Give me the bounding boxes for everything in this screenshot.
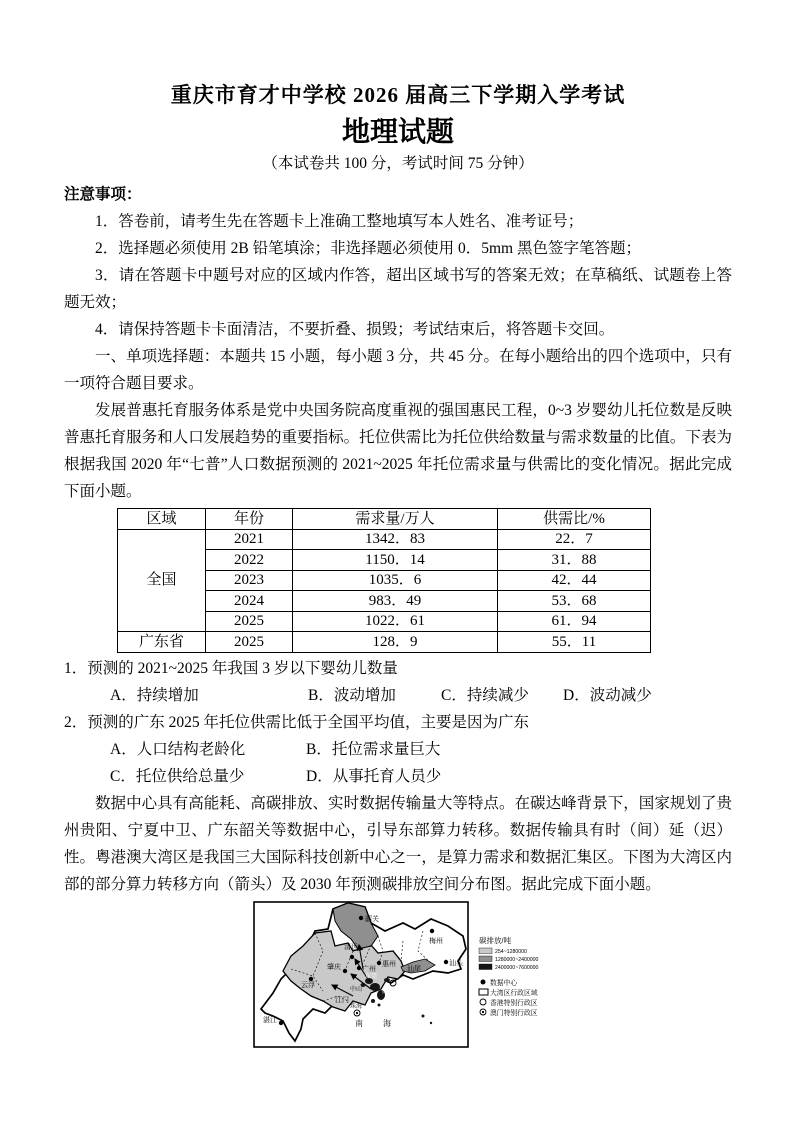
- legend-hongkong-icon: [480, 999, 486, 1005]
- th-demand: 需求量/万人: [293, 509, 498, 530]
- notice-item-4: 4．请保持答题卡卡面清洁，不要折叠、损毁；考试结束后，将答题卡交回。: [95, 321, 615, 338]
- question-1-text: 预测的 2021~2025 年我国 3 岁以下婴幼儿数量: [87, 659, 398, 677]
- question-1-stem: [64, 655, 732, 682]
- question-2-options-row2: [64, 763, 732, 790]
- page-title: 重庆市育才中学校 2026 届高三下学期入学考试: [170, 83, 626, 107]
- legend-swatch-high: [479, 964, 492, 970]
- bay-area-map: [253, 901, 588, 1053]
- city-label: 汕头: [449, 959, 463, 967]
- passage-2: 数据中心具有高能耗、高碳排放、实时数据传输量大等特点。在碳达峰背景下，国家规划了贵州贵阳、宁夏中卫、广东韶关等数据中心，引导东部算力转移。数据传输具有时（间）延（迟）性。粤港澳大湾区是我国三大国际科技创新中心之一，是算力需求和数据汇集区。下图为大湾区内部的部分算力转移方向（箭头）及 2030 年预测碳排放空间分布图。据此完成下面小题。: [64, 794, 732, 893]
- city-label: 清远: [344, 943, 358, 951]
- legend-datacenter-label: 数据中心: [490, 979, 518, 987]
- legend-hongkong-label: 香港特别行政区: [490, 999, 538, 1007]
- legend-title: 碳排放/吨: [479, 935, 512, 945]
- cell-year: 2023: [206, 570, 293, 591]
- question-2-options-row1: [64, 736, 732, 763]
- q2-option-a[interactable]: A．人口结构老龄化: [110, 740, 246, 758]
- legend-range-high: 2400000~7600000: [495, 964, 539, 971]
- cell-year: 2024: [206, 591, 293, 612]
- q1-option-a[interactable]: A．持续增加: [110, 686, 199, 704]
- th-ratio: 供需比/%: [498, 509, 651, 530]
- cell-demand: 1342．83: [293, 529, 498, 550]
- map-legend: [479, 935, 539, 1017]
- bay-area-map-figure: [253, 901, 732, 1058]
- question-2-text: 预测的广东 2025 年托位供需比低于全国平均值，主要是因为广东: [87, 713, 530, 731]
- question-2-stem: [64, 709, 732, 736]
- legend-range-mid: 1280000~2400000: [495, 956, 539, 963]
- cell-demand: 1150．14: [293, 550, 498, 571]
- city-label: 湛江: [263, 1016, 277, 1024]
- q1-option-d[interactable]: D．波动减少: [563, 686, 652, 704]
- exam-meta: （本试卷共 100 分，考试时间 75 分钟）: [262, 155, 534, 172]
- cell-demand: 983．49: [293, 591, 498, 612]
- legend-gba-boundary-icon: [479, 989, 488, 995]
- q2-option-d[interactable]: D．从事托育人员少: [306, 767, 442, 785]
- city-label: 云浮: [301, 981, 315, 989]
- cell-year: 2022: [206, 550, 293, 571]
- question-2-number: 2．: [64, 713, 88, 731]
- city-label: 惠州: [382, 960, 396, 968]
- city-label: 深圳: [382, 988, 395, 995]
- cell-ratio: 53．68: [498, 591, 651, 612]
- cell-year: 2025: [206, 632, 293, 653]
- cell-year: 2025: [206, 611, 293, 632]
- q1-option-c[interactable]: C．持续减少: [441, 686, 529, 704]
- legend-macau-label: 澳门特别行政区: [490, 1009, 538, 1017]
- city-label: 广州: [362, 965, 376, 973]
- section-intro: 一、单项选择题：本题共 15 小题，每小题 3 分，共 45 分。在每小题给出的四个选项中，只有一项符合题目要求。: [64, 348, 732, 392]
- legend-macau-icon: [480, 1009, 486, 1015]
- q2-option-c[interactable]: C．托位供给总量少: [110, 767, 245, 785]
- notice-heading: 注意事项：: [64, 186, 142, 203]
- city-label: 东莞: [365, 973, 378, 980]
- exam-subject-title: 地理试题: [341, 116, 454, 147]
- city-label: 韶关: [365, 915, 379, 923]
- legend-swatch-low: [479, 948, 492, 954]
- table-row: [118, 632, 651, 653]
- question-1-number: 1．: [64, 659, 88, 677]
- cell-ratio: 31．88: [498, 550, 651, 571]
- region-national-cell: 全国: [118, 529, 206, 632]
- cell-demand: 1022．61: [293, 611, 498, 632]
- table-row: [118, 529, 651, 550]
- legend-range-low: 254~1280000: [495, 948, 527, 955]
- cell-ratio: 61．94: [498, 611, 651, 632]
- passage-1: 发展普惠托育服务体系是党中央国务院高度重视的强国惠民工程，0~3 岁婴幼儿托位数是反映普惠托育服务和人口发展趋势的重要指标。托位供需比为托位供给数量与需求数量的比值。下表为根据我国 2020 年“七普”人口数据预测的 2021~2025 年托位需求量与供需比的变化情况。据此完成下面小题。: [64, 402, 732, 500]
- city-label: 汕尾: [407, 965, 421, 973]
- city-label: 珠海: [350, 1003, 363, 1010]
- region-guangdong-cell: 广东省: [118, 632, 206, 653]
- cell-ratio: 22．7: [498, 529, 651, 550]
- th-year: 年份: [206, 509, 293, 530]
- q1-option-b[interactable]: B．波动增加: [308, 686, 396, 704]
- cell-year: 2021: [206, 529, 293, 550]
- q2-option-b[interactable]: B．托位需求量巨大: [306, 740, 441, 758]
- city-label: 梅州: [429, 937, 443, 945]
- cell-demand: 1035．6: [293, 570, 498, 591]
- notice-item-2: 2．选择题必须使用 2B 铅笔填涂；非选择题必须使用 0．5mm 黑色签字笔答题；: [95, 240, 641, 257]
- city-label: 肇庆: [327, 963, 341, 971]
- cell-ratio: 55．11: [498, 632, 651, 653]
- tuoyu-data-table: [117, 508, 651, 653]
- sea-label: 南 海: [355, 1018, 397, 1028]
- question-1-options: [64, 682, 732, 709]
- table-header-row: [118, 509, 651, 530]
- cell-ratio: 42．44: [498, 570, 651, 591]
- legend-gba-boundary-label: 大湾区行政区域: [490, 989, 538, 997]
- city-label: 中山: [350, 986, 363, 993]
- notice-item-3: 3．请在答题卡中题号对应的区域内作答，超出区域书写的答案无效；在草稿纸、试题卷上答题无效；: [64, 267, 732, 311]
- legend-swatch-mid: [479, 956, 492, 962]
- cell-demand: 128．9: [293, 632, 498, 653]
- th-region: 区域: [118, 509, 206, 530]
- city-label: 江门: [335, 996, 349, 1004]
- legend-datacenter-icon: [481, 979, 486, 984]
- notice-item-1: 1．答卷前，请考生先在答题卡上准确工整地填写本人姓名、准考证号；: [95, 213, 584, 230]
